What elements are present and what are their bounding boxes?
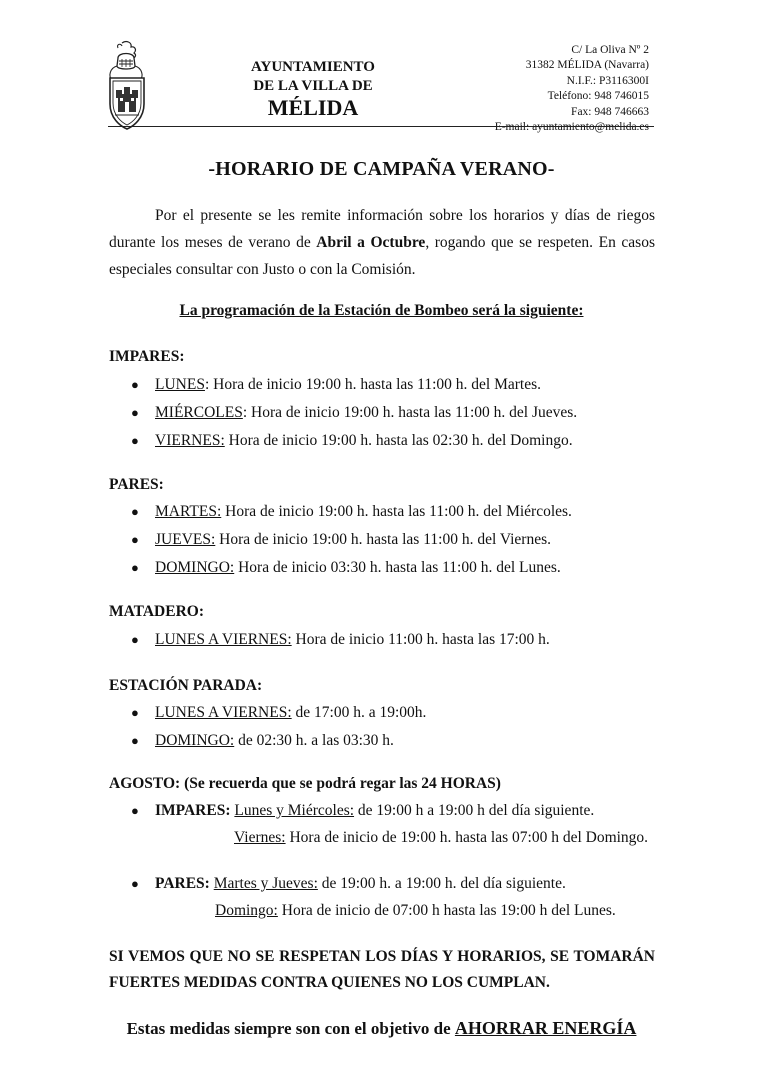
item-day: DOMINGO: xyxy=(155,559,235,576)
bullet-icon: ● xyxy=(131,733,139,748)
document-title: -HORARIO DE CAMPAÑA VERANO- xyxy=(208,158,555,180)
intro-months: Abril a Octubre xyxy=(316,234,426,251)
section-heading-agosto: AGOSTO: (Se recuerda que se podrá regar las 24 HORAS) xyxy=(109,775,501,792)
contact-phone: Teléfono: 948 746015 xyxy=(547,90,649,103)
bullet-icon: ● xyxy=(131,876,139,891)
section-heading-matadero: MATADERO: xyxy=(109,603,204,620)
item-text: Hora de inicio 19:00 h. hasta las 11:00 h. del Miércoles. xyxy=(221,503,572,520)
bullet-icon: ● xyxy=(131,560,139,575)
list-subitem xyxy=(234,829,648,847)
item-day: DOMINGO: xyxy=(155,732,235,749)
list-item xyxy=(131,732,394,750)
bullet-icon: ● xyxy=(131,504,139,519)
coat-of-arms-icon xyxy=(104,40,150,130)
list-item xyxy=(131,631,550,649)
item-label: PARES: xyxy=(155,875,210,892)
section-heading-parada: ESTACIÓN PARADA: xyxy=(109,677,263,694)
item-text: Hora de inicio 19:00 h. hasta las 11:00 h. del Martes. xyxy=(209,376,542,393)
item-separator: : xyxy=(242,404,248,421)
list-item xyxy=(131,503,572,521)
list-item xyxy=(131,404,577,422)
item-day: LUNES A VIERNES: xyxy=(155,704,292,721)
list-subitem xyxy=(215,902,616,920)
bullet-icon: ● xyxy=(131,803,139,818)
item-text: de 17:00 h. a 19:00h. xyxy=(291,704,427,721)
list-item xyxy=(131,802,594,820)
schedule-subtitle: La programación de la Estación de Bombeo será la siguiente: xyxy=(179,302,584,319)
item-text: de 19:00 h. a 19:00 h. del día siguiente. xyxy=(317,875,566,892)
section-heading-pares: PARES: xyxy=(109,476,164,493)
header-divider xyxy=(108,126,654,127)
org-line-1: AYUNTAMIENTO xyxy=(251,59,375,75)
list-item xyxy=(131,704,426,722)
bullet-icon: ● xyxy=(131,433,139,448)
org-line-3: MÉLIDA xyxy=(267,95,359,120)
item-label: IMPARES: xyxy=(155,802,231,819)
item-day: LUNES xyxy=(155,376,205,393)
item-day: Martes y Jueves: xyxy=(213,875,318,892)
closing-line xyxy=(0,1018,763,1039)
item-day: Viernes: xyxy=(234,829,286,846)
list-item xyxy=(131,432,573,450)
item-separator: : xyxy=(204,376,210,393)
item-text: Hora de inicio 03:30 h. hasta las 11:00 h. del Lunes. xyxy=(234,559,561,576)
item-day: JUEVES: xyxy=(155,531,216,548)
item-day: VIERNES: xyxy=(155,432,225,449)
item-text: de 19:00 h a 19:00 h del día siguiente. xyxy=(354,802,595,819)
item-text: de 02:30 h. a las 03:30 h. xyxy=(234,732,394,749)
list-item xyxy=(131,559,561,577)
list-item xyxy=(131,531,551,549)
intro-paragraph xyxy=(109,202,655,283)
contact-nif: N.I.F.: P3116300I xyxy=(566,74,649,87)
item-day: Domingo: xyxy=(215,902,278,919)
item-text: Hora de inicio de 07:00 h hasta las 19:00 h del Lunes. xyxy=(277,902,616,919)
organization-name xyxy=(220,58,406,120)
contact-city: 31382 MÉLIDA (Navarra) xyxy=(525,59,649,72)
closing-emphasis: AHORRAR ENERGÍA xyxy=(454,1018,637,1038)
closing-text: Estas medidas siempre son con el objetivo de xyxy=(126,1019,455,1038)
item-day: MARTES: xyxy=(155,503,222,520)
list-item xyxy=(131,376,541,394)
item-day: MIÉRCOLES xyxy=(155,404,243,421)
bullet-icon: ● xyxy=(131,705,139,720)
bullet-icon: ● xyxy=(131,532,139,547)
warning-text: SI VEMOS QUE NO SE RESPETAN LOS DÍAS Y HORARIOS, SE TOMARÁN FUERTES MEDIDAS CONTRA QUIENES NO LOS CUMPLAN. xyxy=(109,948,655,991)
org-line-2: DE LA VILLA DE xyxy=(253,78,373,94)
item-day: LUNES A VIERNES: xyxy=(155,631,292,648)
bullet-icon: ● xyxy=(131,405,139,420)
item-text: Hora de inicio 11:00 h. hasta las 17:00 h. xyxy=(291,631,550,648)
intro-text-2: , rogando que se respeten. En casos especiales consultar con Justo o con la Comisión. xyxy=(109,234,655,278)
contact-email: E-mail: ayuntamiento@melida.es xyxy=(494,121,649,134)
section-heading-impares: IMPARES: xyxy=(109,348,185,365)
intro-text-1: Por el presente se les remite información sobre los horarios y días de riegos durante los meses de verano de xyxy=(109,207,655,251)
item-text: Hora de inicio 19:00 h. hasta las 02:30 h. del Domingo. xyxy=(224,432,573,449)
item-text: Hora de inicio de 19:00 h. hasta las 07:00 h del Domingo. xyxy=(285,829,649,846)
contact-fax: Fax: 948 746663 xyxy=(571,105,649,118)
contact-address: C/ La Oliva Nº 2 xyxy=(571,44,649,56)
bullet-icon: ● xyxy=(131,632,139,647)
bullet-icon: ● xyxy=(131,377,139,392)
item-text: Hora de inicio 19:00 h. hasta las 11:00 h. del Jueves. xyxy=(247,404,578,421)
contact-block xyxy=(495,43,649,135)
list-item xyxy=(131,875,566,893)
item-day: Lunes y Miércoles: xyxy=(234,802,355,819)
item-text: Hora de inicio 19:00 h. hasta las 11:00 h. del Viernes. xyxy=(215,531,551,548)
